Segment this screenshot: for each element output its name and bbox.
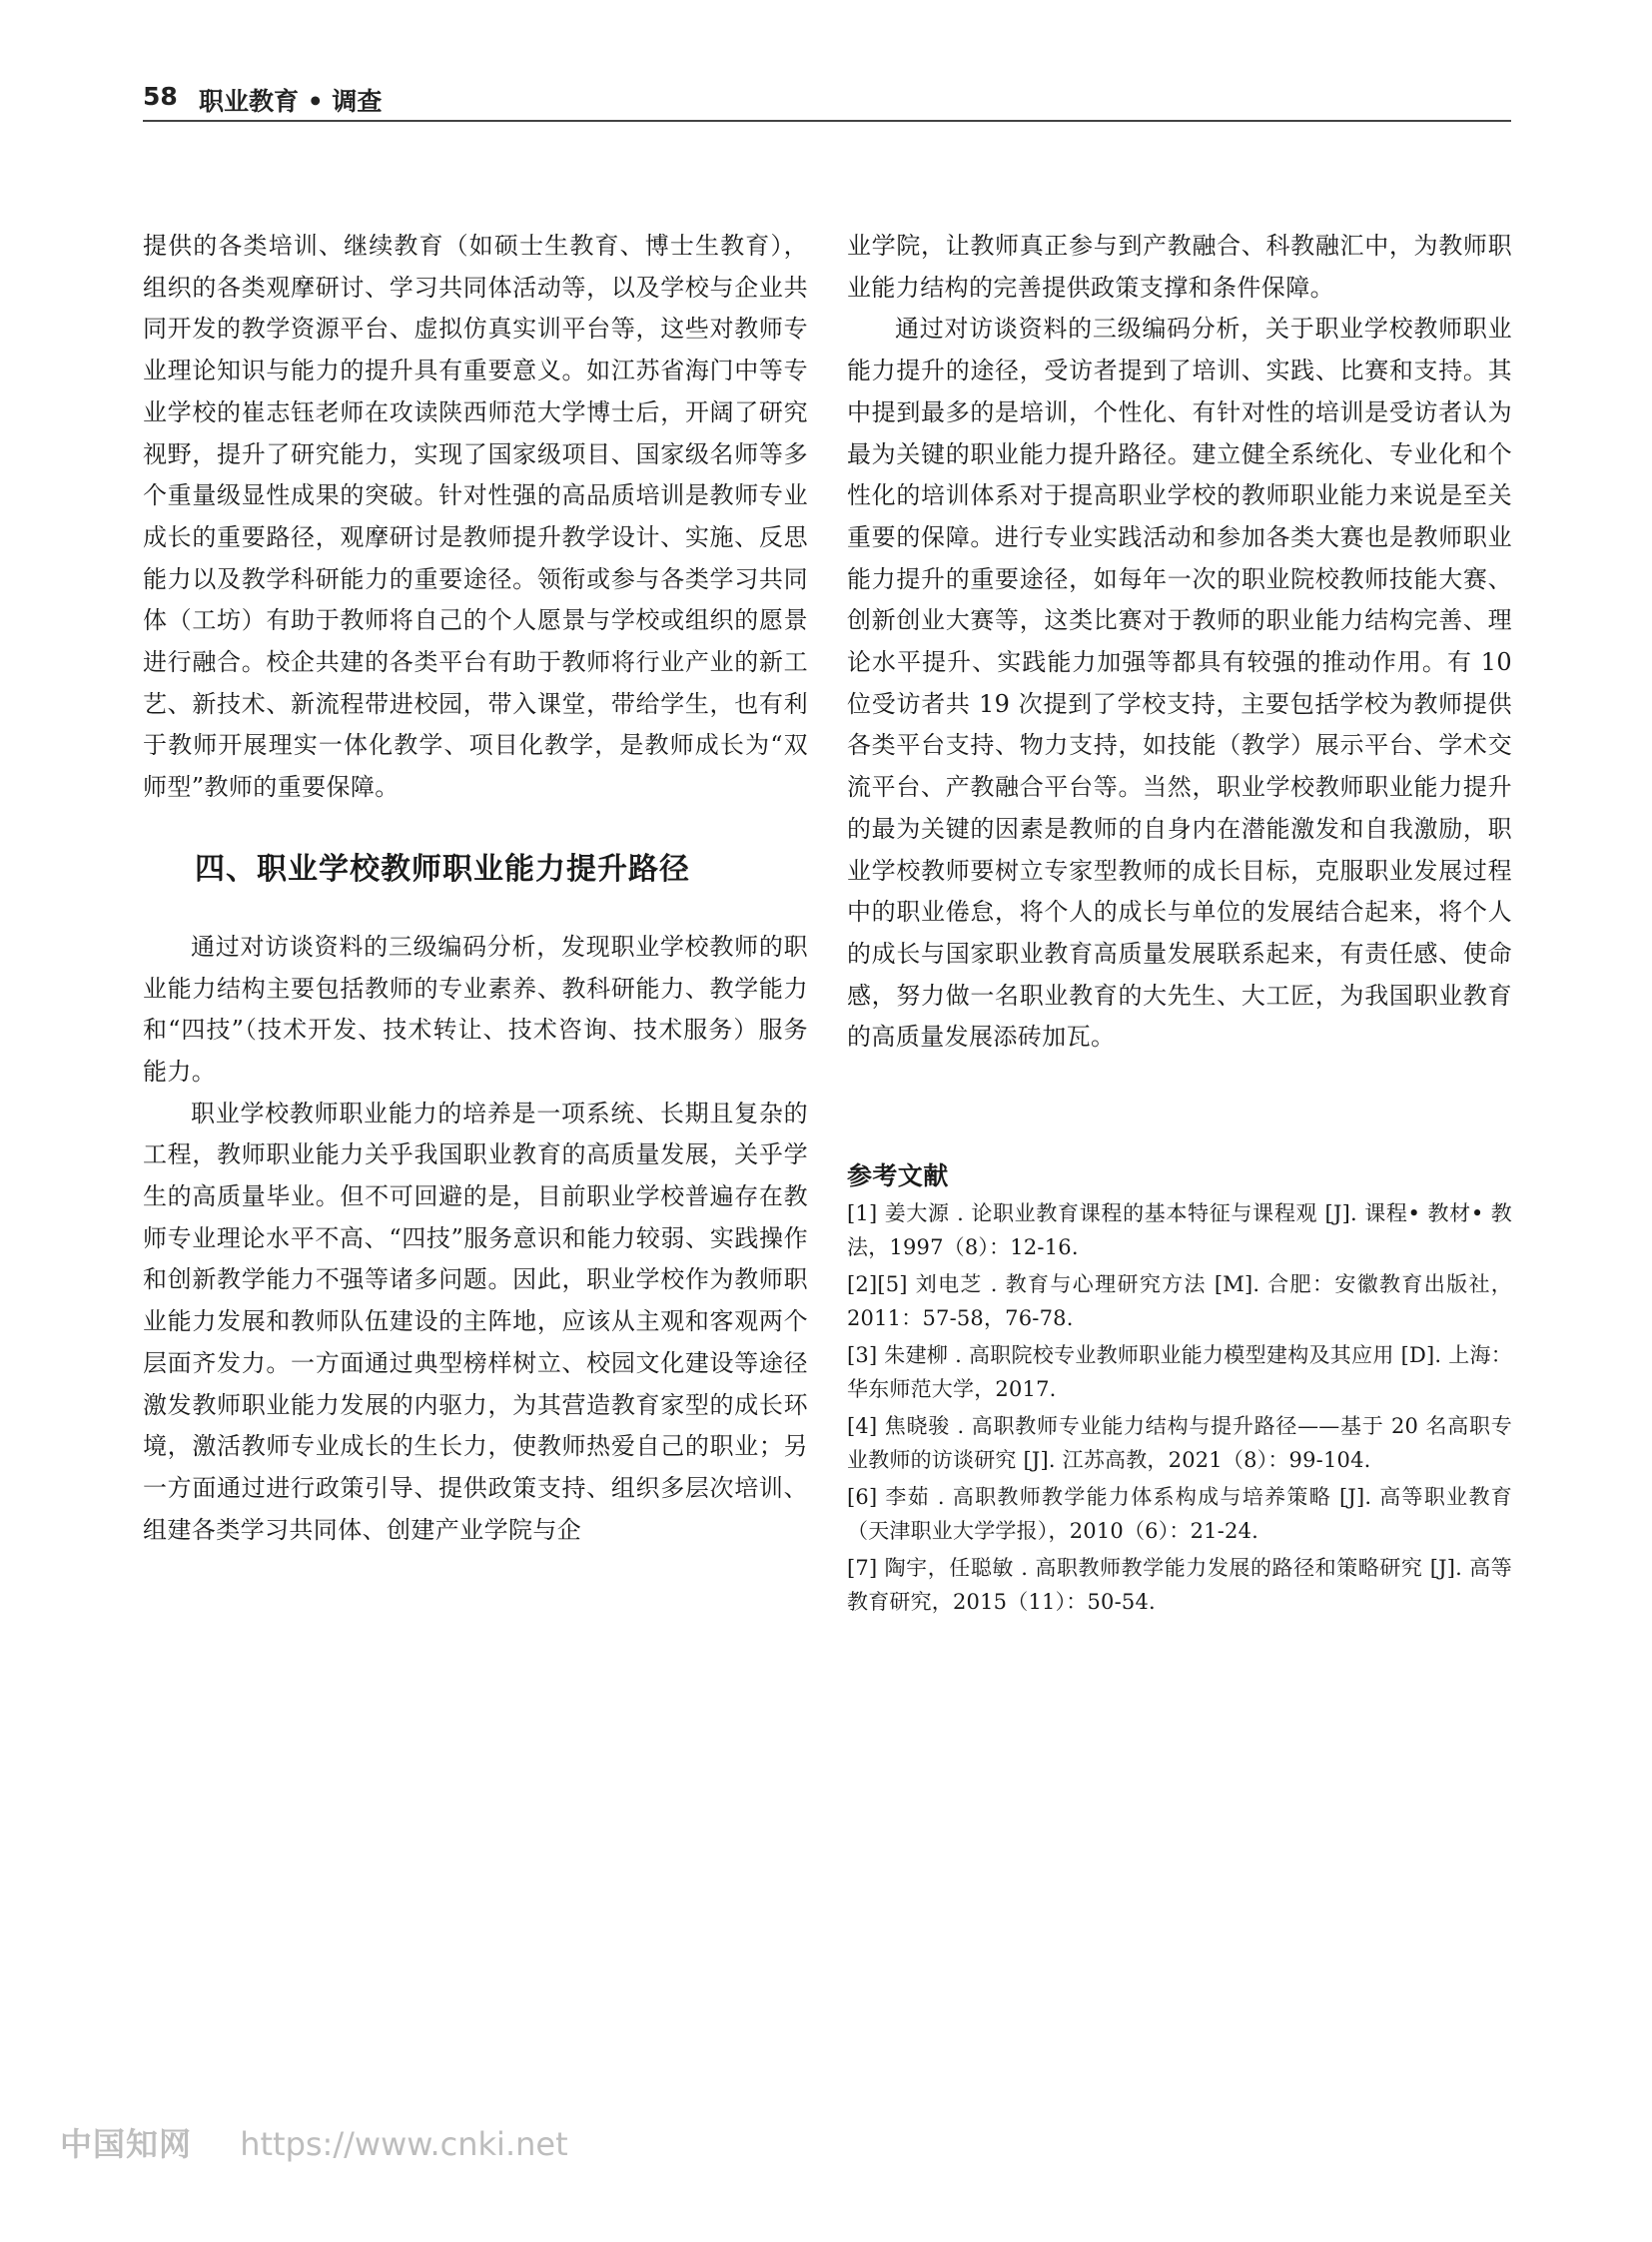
references-heading: 参考文献 — [847, 1161, 949, 1191]
reference-item: [4] 焦晓骏 . 高职教师专业能力结构与提升路径——基于 20 名高职专业教师的访谈研究 [J]. 江苏高教，2021（8）：99-104. — [847, 1414, 1512, 1473]
body-paragraph: 职业学校教师职业能力的培养是一项系统、长期且复杂的工程，教师职业能力关乎我国职业教育的高质量发展，关乎学生的高质量毕业。但不可回避的是，目前职业学校普遍存在教师专业理论水平不高、“四技”服务意识和能力较弱、实践操作和创新教学能力不强等诸多问题。因此，职业学校作为教师职业能力发展和教师队伍建设的主阵地，应该从主观和客观两个层面齐发力。一方面通过典型榜样树立、校园文化建设等途径激发教师职业能力发展的内驱力，为其营造教育家型的成长环境，激活教师专业成长的生长力，使教师热爱自己的职业；另一方面通过进行政策引导、提供政策支持、组织多层次培训、组建各类学习共同体、创建产业学院与企 — [143, 1099, 808, 1544]
reference-item: [7] 陶宇，任聪敏 . 高职教师教学能力发展的路径和策略研究 [J]. 高等教育研究，2015（11）：50-54. — [847, 1556, 1512, 1615]
body-paragraph: 业学院，让教师真正参与到产教融合、科教融汇中，为教师职业能力结构的完善提供政策支撑和条件保障。 — [847, 232, 1512, 302]
body-paragraph: 通过对访谈资料的三级编码分析，关于职业学校教师职业能力提升的途径，受访者提到了培训、实践、比赛和支持。其中提到最多的是培训，个性化、有针对性的培训是受访者认为最为关键的职业能力提升路径。建立健全系统化、专业化和个性化的培训体系对于提高职业学校的教师职业能力来说是至关重要的保障。进行专业实践活动和参加各类大赛也是教师职业能力提升的重要途径，如每年一次的职业院校教师技能大赛、创新创业大赛等，这类比赛对于教师的职业能力结构完善、理论水平提升、实践能力加强等都具有较强的推动作用。有 10 位受访者共 19 次提到了学校支持，主要包括学校为教师提供各类平台支持、物力支持，如技能（教学）展示平台、学术交流平台、产教融合平台等。当然，职业学校教师职业能力提升的最为关键的因素是教师的自身内在潜能激发和自我激励，职业学校教师要树立专家型教师的成长目标，克服职业发展过程中的职业倦怠，将个人的成长与单位的发展结合起来，将个人的成长与国家职业教育高质量发展联系起来，有责任感、使命感，努力做一名职业教育的大先生、大工匠，为我国职业教育的高质量发展添砖加瓦。 — [847, 315, 1512, 1052]
page-number: 58 — [143, 82, 178, 111]
reference-item: [6] 李茹 . 高职教师教学能力体系构成与培养策略 [J]. 高等职业教育（天津职业大学学报），2010（6）：21-24. — [847, 1485, 1512, 1544]
left-column — [143, 226, 808, 1551]
journal-section-title: 职业教育 • 调查 — [199, 87, 383, 116]
cnki-watermark — [60, 2119, 568, 2163]
watermark-url: https://www.cnki.net — [240, 2125, 568, 2163]
reference-item: [2][5] 刘电芝 . 教育与心理研究方法 [M]. 合肥：安徽教育出版社，2011：57-58，76-78. — [847, 1272, 1512, 1331]
running-header — [143, 82, 1511, 122]
reference-item: [1] 姜大源 . 论职业教育课程的基本特征与课程观 [J]. 课程• 教材• 教法，1997（8）：12-16. — [847, 1201, 1512, 1260]
right-column — [847, 226, 1512, 1622]
section-heading: 四、职业学校教师职业能力提升路径 — [195, 851, 690, 887]
body-paragraph: 提供的各类培训、继续教育（如硕士生教育、博士生教育），组织的各类观摩研讨、学习共同体活动等，以及学校与企业共同开发的教学资源平台、虚拟仿真实训平台等，这些对教师专业理论知识与能力的提升具有重要意义。如江苏省海门中等专业学校的崔志钰老师在攻读陕西师范大学博士后，开阔了研究视野，提升了研究能力，实现了国家级项目、国家级名师等多个重量级显性成果的突破。针对性强的高品质培训是教师专业成长的重要路径，观摩研讨是教师提升教学设计、实施、反思能力以及教学科研能力的重要途径。领衔或参与各类学习共同体（工坊）有助于教师将自己的个人愿景与学校或组织的愿景进行融合。校企共建的各类平台有助于教师将行业产业的新工艺、新技术、新流程带进校园，带入课堂，带给学生，也有利于教师开展理实一体化教学、项目化教学，是教师成长为“双师型”教师的重要保障。 — [143, 232, 808, 802]
references-list — [847, 1196, 1512, 1619]
reference-item: [3] 朱建柳 . 高职院校专业教师职业能力模型建构及其应用 [D]. 上海：华东师范大学，2017. — [847, 1343, 1512, 1402]
watermark-brand: 中国知网 — [60, 2125, 193, 2163]
body-paragraph: 通过对访谈资料的三级编码分析，发现职业学校教师的职业能力结构主要包括教师的专业素养、教科研能力、教学能力和“四技”（技术开发、技术转让、技术咨询、技术服务）服务能力。 — [143, 932, 808, 1086]
